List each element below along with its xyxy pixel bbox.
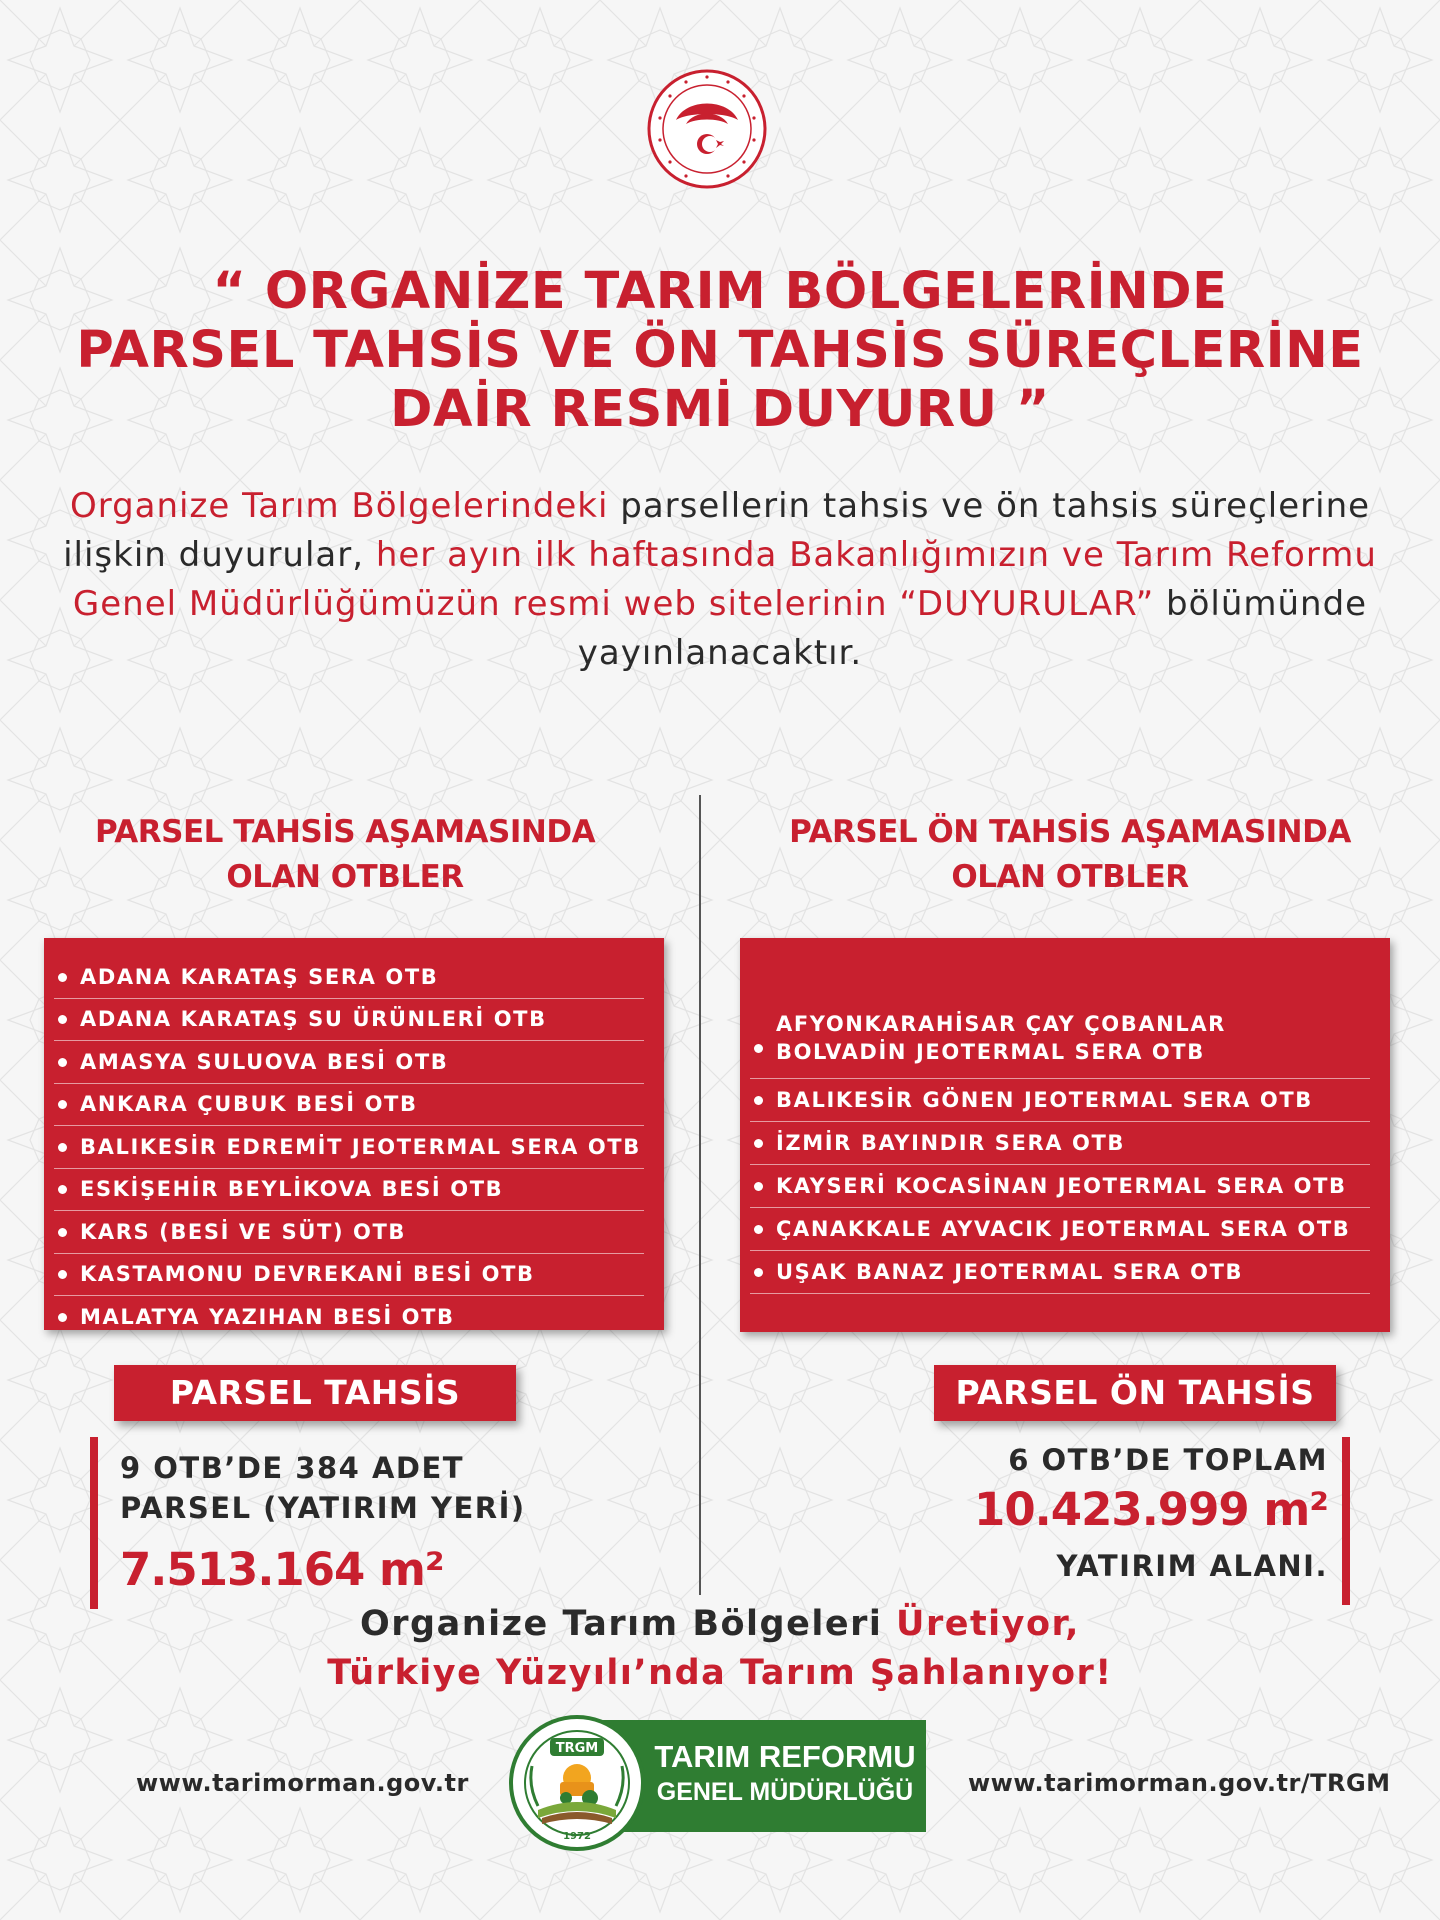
list-item-label: ADANA KARATAŞ SU ÜRÜNLERİ OTB <box>80 1007 547 1032</box>
bullet-icon <box>754 1096 763 1105</box>
slogan-part-a: Organize Tarım Bölgeleri <box>360 1604 897 1644</box>
list-item-label: BALIKESİR EDREMİT JEOTERMAL SERA OTB <box>80 1134 641 1159</box>
list-item <box>54 1254 644 1297</box>
bullet-icon <box>58 1270 67 1279</box>
list-item-label: BALIKESİR GÖNEN JEOTERMAL SERA OTB <box>776 1088 1313 1112</box>
bullet-icon <box>754 1044 763 1053</box>
intro-part-4: bölümünde yayınlanacaktır. <box>577 584 1368 673</box>
right-heading-line-1: PARSEL ÖN TAHSİS AŞAMASINDA <box>789 814 1351 850</box>
list-item <box>750 1208 1370 1251</box>
intro-part-1: Organize Tarım Bölgelerindeki <box>69 486 609 526</box>
trgm-tractor-logo-icon <box>508 1714 646 1852</box>
list-item-label <box>776 1010 1226 1066</box>
list-item-label: İZMİR BAYINDIR SERA OTB <box>776 1131 1125 1155</box>
list-item <box>54 1211 644 1254</box>
list-item-label: ÇANAKKALE AYVACIK JEOTERMAL SERA OTB <box>776 1217 1351 1241</box>
list-item-label: KASTAMONU DEVREKANİ BESİ OTB <box>80 1262 535 1287</box>
bullet-icon <box>58 1058 67 1067</box>
bullet-icon <box>58 1100 67 1109</box>
list-item <box>54 1126 644 1169</box>
list-item-line-2: BOLVADİN JEOTERMAL SERA OTB <box>776 1040 1205 1064</box>
left-otb-list-box <box>44 938 664 1330</box>
title-line-2: PARSEL TAHSİS VE ÖN TAHSİS SÜREÇLERİNE <box>76 321 1364 380</box>
logo-badge-text: TRGM <box>555 1741 599 1756</box>
left-stat-block <box>120 1448 640 1598</box>
right-stat-accent-bar <box>1342 1437 1350 1605</box>
parsel-tahsis-label: PARSEL TAHSİS <box>114 1365 516 1421</box>
list-item <box>54 1041 644 1084</box>
list-item <box>54 1084 644 1127</box>
left-heading-line-2: OLAN OTBLER <box>226 859 464 895</box>
left-stat-line-2: PARSEL (YATIRIM YERİ) <box>120 1491 526 1525</box>
list-item-label: KARS (BESİ VE SÜT) OTB <box>80 1219 407 1244</box>
list-item <box>750 1079 1370 1122</box>
bullet-icon <box>754 1139 763 1148</box>
list-item <box>54 999 644 1042</box>
slogan <box>60 1600 1380 1698</box>
right-stat-value: 10.423.999 m² <box>974 1483 1328 1536</box>
bullet-icon <box>754 1268 763 1277</box>
ministry-emblem-icon <box>646 68 768 190</box>
page-title <box>40 262 1400 439</box>
list-item <box>54 1296 644 1338</box>
left-otb-list <box>54 956 644 1338</box>
title-line-3: DAİR RESMİ DUYURU ” <box>390 380 1050 439</box>
bullet-icon <box>58 973 67 982</box>
logo-line-1: TARIM REFORMU <box>654 1739 916 1774</box>
list-item-label: AMASYA SULUOVA BESİ OTB <box>80 1049 449 1074</box>
list-item-label: ESKİŞEHİR BEYLİKOVA BESİ OTB <box>80 1177 504 1202</box>
list-item-label: KAYSERİ KOCASİNAN JEOTERMAL SERA OTB <box>776 1174 1347 1198</box>
right-stat-block <box>760 1440 1328 1586</box>
list-item <box>750 1165 1370 1208</box>
bullet-icon <box>58 1313 67 1322</box>
logo-line-2: GENEL MÜDÜRLÜĞÜ <box>656 1778 914 1806</box>
list-item <box>750 1251 1370 1294</box>
bullet-icon <box>58 1228 67 1237</box>
bullet-icon <box>58 1185 67 1194</box>
right-section-heading <box>740 810 1400 900</box>
list-item <box>54 956 644 999</box>
intro-paragraph <box>60 482 1380 678</box>
logo-text <box>650 1738 920 1808</box>
parsel-on-tahsis-label: PARSEL ÖN TAHSİS <box>934 1365 1336 1421</box>
right-heading-line-2: OLAN OTBLER <box>951 859 1189 895</box>
left-stat-value: 7.513.164 m² <box>120 1543 444 1596</box>
intro-part-3: her ayın ilk haftasında Bakanlığımızın ve Tarım Reformu Genel Müdürlüğümüzün resmi web sitelerinin “DUYURULAR” <box>72 535 1377 624</box>
list-item-label: ANKARA ÇUBUK BESİ OTB <box>80 1092 418 1117</box>
right-otb-list <box>750 998 1370 1294</box>
list-item-line-1: AFYONKARAHİSAR ÇAY ÇOBANLAR <box>776 1012 1226 1036</box>
right-stat-line-2: YATIRIM ALANI. <box>1056 1549 1328 1583</box>
bullet-icon <box>754 1182 763 1191</box>
logo-year-text: 1972 <box>563 1831 591 1842</box>
left-stat-accent-bar <box>90 1437 98 1609</box>
bullet-icon <box>754 1225 763 1234</box>
list-item-label: ADANA KARATAŞ SERA OTB <box>80 964 439 989</box>
slogan-part-b: Üretiyor, <box>896 1604 1080 1644</box>
title-line-1: “ ORGANİZE TARIM BÖLGELERİNDE <box>212 262 1228 321</box>
bullet-icon <box>58 1015 67 1024</box>
list-item-label: MALATYA YAZIHAN BESİ OTB <box>80 1304 455 1329</box>
right-stat-line-1: 6 OTB’DE TOPLAM <box>1008 1443 1328 1477</box>
trgm-website-link[interactable]: www.tarimorman.gov.tr/TRGM <box>968 1769 1391 1797</box>
left-section-heading <box>40 810 650 900</box>
intro-part-2: parsellerin tahsis ve ön tahsis süreçlerine ilişkin duyurular, <box>63 486 1371 575</box>
list-item <box>54 1169 644 1212</box>
ministry-website-link[interactable]: www.tarimorman.gov.tr <box>136 1769 469 1797</box>
slogan-line-2: Türkiye Yüzyılı’nda Tarım Şahlanıyor! <box>327 1653 1113 1693</box>
left-stat-line-1: 9 OTB’DE 384 ADET <box>120 1451 465 1485</box>
list-item <box>750 998 1370 1079</box>
column-divider <box>699 795 701 1595</box>
list-item <box>750 1122 1370 1165</box>
bullet-icon <box>58 1143 67 1152</box>
slogan-line-1 <box>60 1600 1380 1649</box>
list-item-label: UŞAK BANAZ JEOTERMAL SERA OTB <box>776 1260 1244 1284</box>
left-heading-line-1: PARSEL TAHSİS AŞAMASINDA <box>94 814 596 850</box>
right-otb-list-box <box>740 938 1390 1332</box>
